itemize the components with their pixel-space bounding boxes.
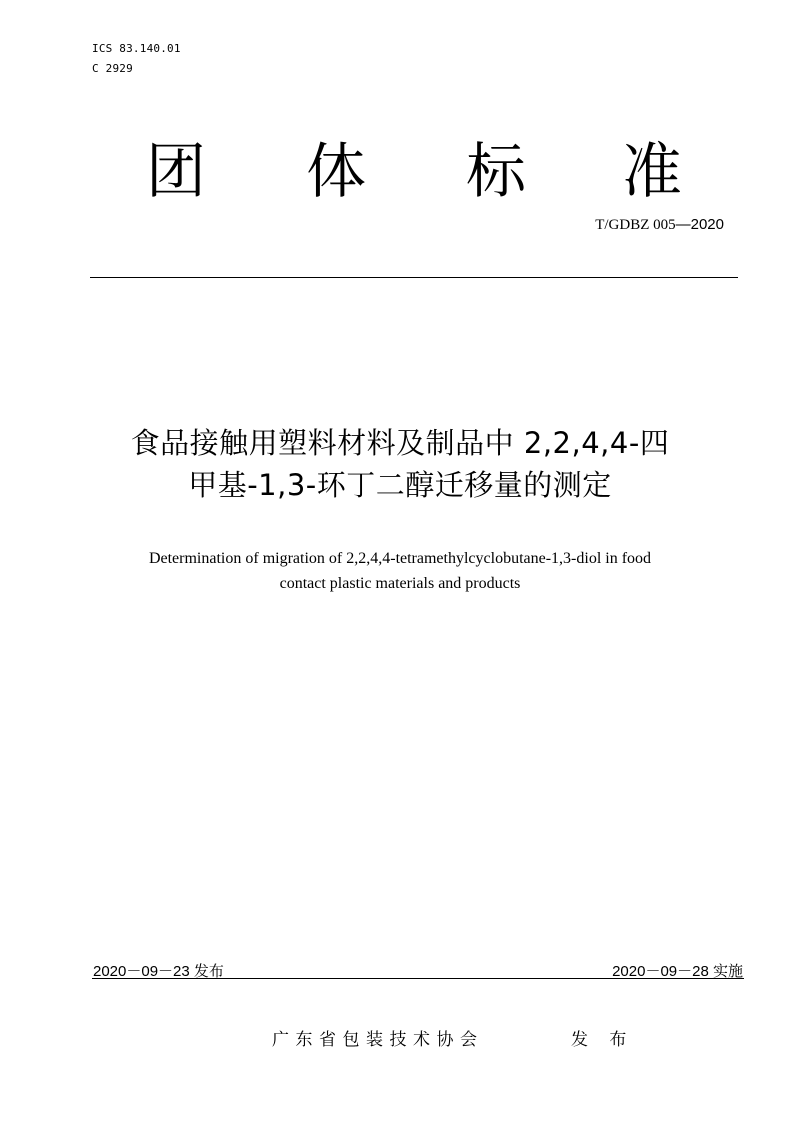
- standard-type-title: [146, 132, 706, 212]
- standard-number-prefix: T/GDBZ 005: [595, 217, 676, 233]
- title-cn-line-2: 甲基-1,3-环丁二醇迁移量的测定: [188, 468, 612, 502]
- issue-label: 发 布: [571, 1030, 635, 1050]
- ccs-code: C 2929: [92, 62, 133, 75]
- title-en-line-1: Determination of migration of 2,2,4,4-tetramethylcyclobutane-1,3-diol in food: [148, 550, 652, 567]
- implement-date: 2020－09－28 实施: [612, 963, 743, 980]
- title-cn-line-1: 食品接触用塑料材料及制品中 2,2,4,4-四: [130, 426, 670, 460]
- standard-number: [595, 216, 724, 234]
- ics-code: ICS 83.140.01: [92, 42, 181, 55]
- issuing-organization: 广东省包装技术协会: [272, 1030, 484, 1050]
- title-char-2: 体: [306, 137, 366, 207]
- title-char-3: 标: [466, 137, 526, 207]
- footer-divider: [92, 978, 744, 979]
- document-title-cn: [40, 422, 760, 506]
- title-char-4: 准: [622, 137, 682, 207]
- header-divider: [90, 277, 738, 278]
- title-char-1: 团: [146, 137, 206, 207]
- title-en-line-2: contact plastic materials and products: [279, 575, 521, 592]
- publish-date: 2020－09－23 发布: [93, 963, 224, 980]
- standard-number-year: —2020: [675, 216, 724, 233]
- document-title-en: [80, 546, 720, 596]
